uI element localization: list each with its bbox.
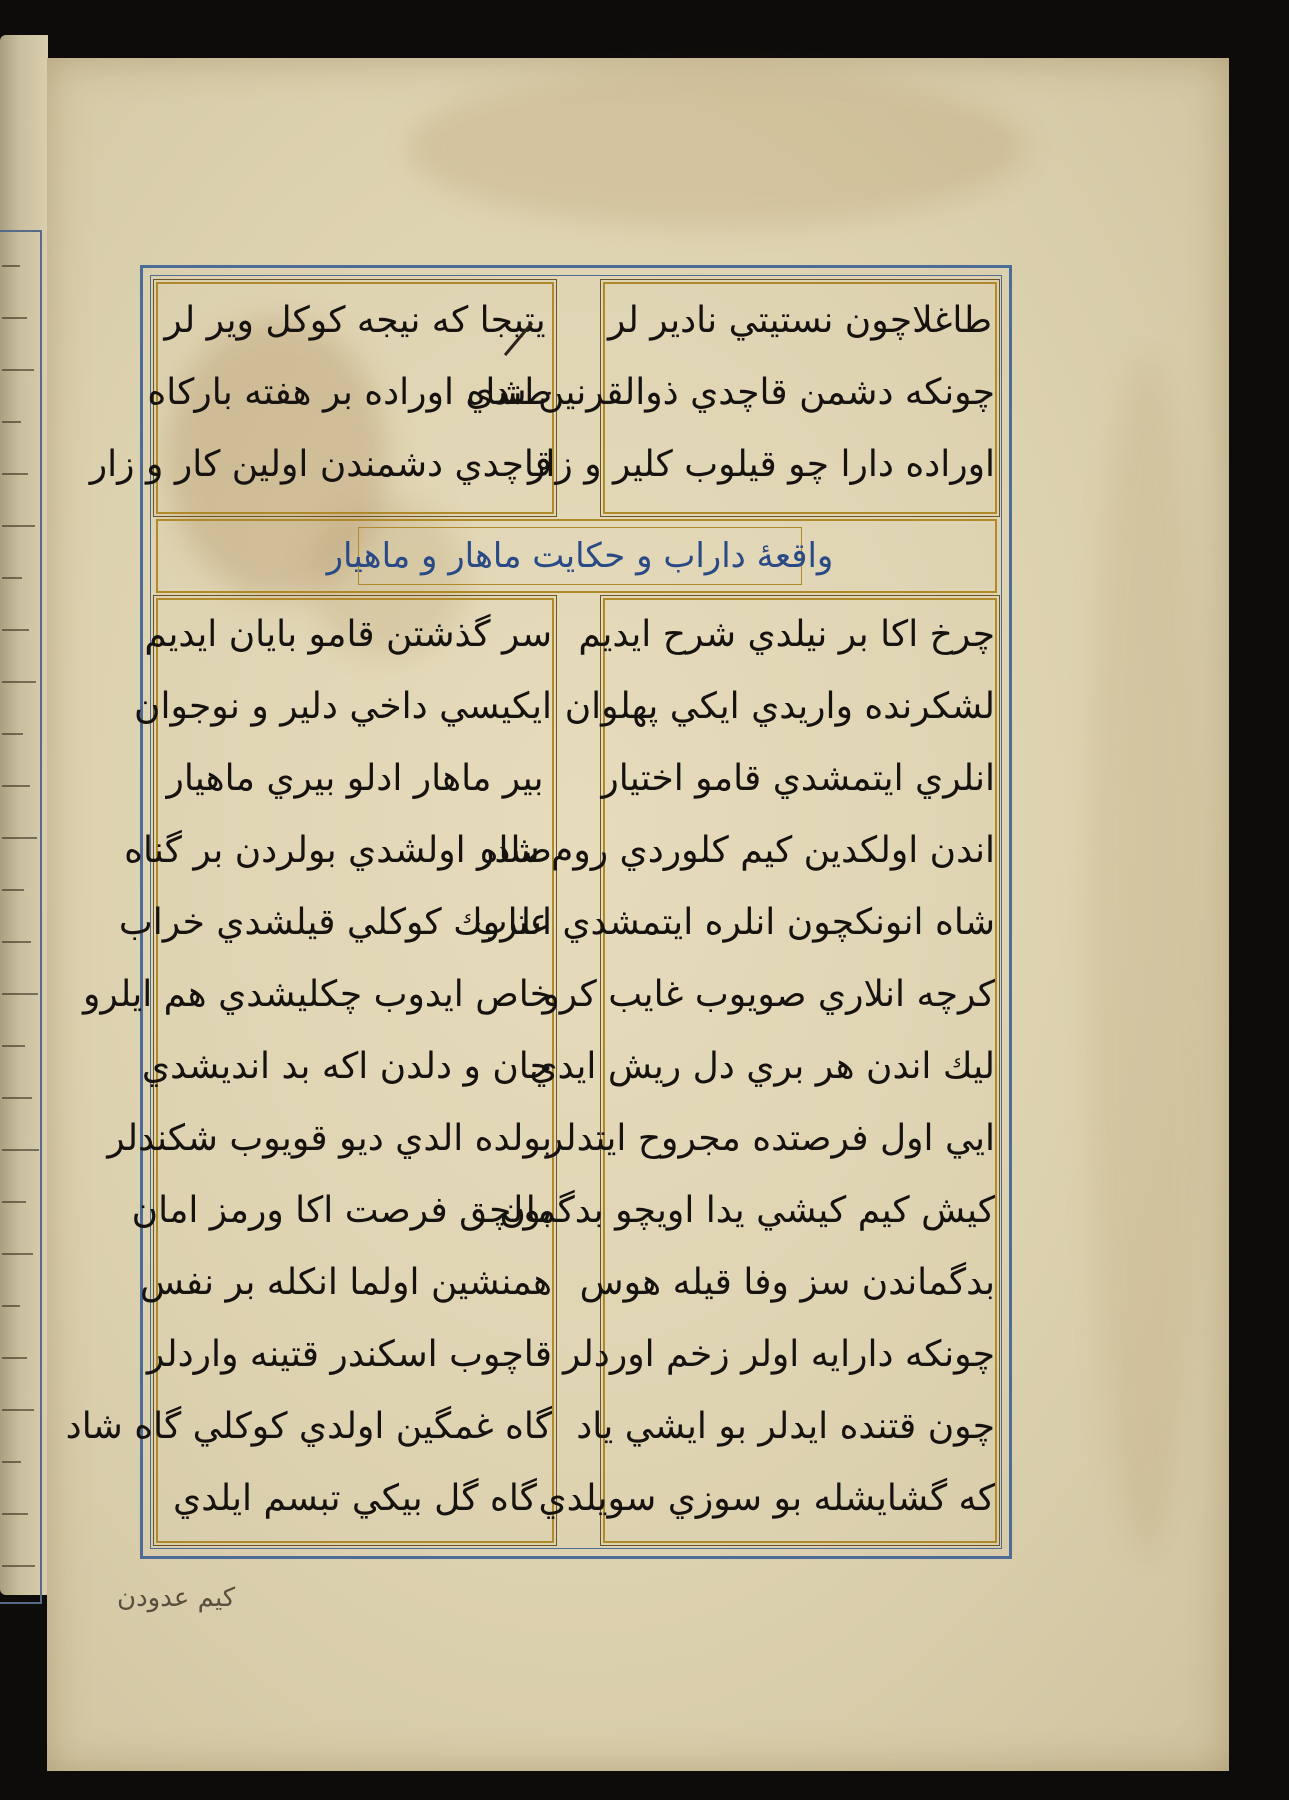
verse-line: كرچه انلاري صويوب غايب كرو (542, 974, 995, 1015)
verse-line: بولده الدي ديو قويوب شكندلر (107, 1118, 552, 1159)
verse-line: چون قتنده ايدلر بو ايشي ياد (576, 1406, 995, 1447)
previous-page-text-fragment (2, 317, 27, 319)
heading-band (156, 519, 997, 593)
previous-page-text-fragment (2, 1357, 27, 1359)
previous-page-text-fragment (2, 837, 37, 839)
lower-left-column (65, 598, 554, 1543)
catchword: كيم عدودن (117, 1583, 236, 1613)
verse-line: اوراده دارا چو قيلوب كلير و زار (527, 444, 995, 485)
verse-line: يتيجا كه نيجه كوكل وير لر (164, 300, 546, 341)
previous-page-text-fragment (2, 889, 24, 891)
verse-line: خاص ايدوب چكليشدي هم ايلرو (83, 974, 552, 1015)
verse-line: گاه گل بيكي تبسم ايلدي (173, 1478, 537, 1519)
heading-box (326, 527, 834, 585)
verse-line: قاچدي دشمندن اولين كار و زار (89, 444, 552, 485)
previous-page-text-fragment (2, 265, 20, 267)
verse-line: كيش كيم كيشي يدا اويچو بدگمان (499, 1190, 995, 1231)
verse-line: بير ماهار ادلو بيري ماهيار (166, 758, 544, 799)
previous-page-text-fragment (2, 369, 34, 371)
previous-page-text-fragment (2, 421, 21, 423)
verse-line: جان و دلدن اكه بد انديشدي (141, 1046, 552, 1087)
previous-page-text-fragment (2, 1097, 32, 1099)
lower-right-column (473, 598, 997, 1543)
verse-line: بولچق فرصت اكا ورمز امان (131, 1190, 552, 1231)
verse-line: ليك اندن هر بري دل ريش ايدي (529, 1046, 995, 1087)
verse-line: چونكه دشمن قاچدي ذوالقرنين شاه (466, 372, 995, 413)
previous-page-text-fragment (2, 1461, 21, 1463)
previous-page-text-fragment (2, 681, 36, 683)
previous-page-text-fragment (2, 1253, 33, 1255)
verse-line: صادر اولشدي بولردن بر گناه (124, 830, 552, 871)
chapter-heading: واقعهٔ داراب و حكايت ماهار و ماهيار (326, 536, 834, 576)
verse-line: چونكه دارايه اولر زخم اوردلر (562, 1334, 995, 1375)
verse-line: گاه غمگين اولدي كوكلي گاه شاد (65, 1406, 552, 1447)
verse-line: انلروك كوكلي قيلشدي خراب (118, 902, 552, 943)
previous-page-frame (0, 230, 42, 1604)
previous-page-text-fragment (2, 1409, 34, 1411)
verse-line: انلري ايتمشدي قامو اختيار (601, 758, 995, 799)
verse-line: چرخ اكا بر نيلدي شرح ايديم (578, 614, 995, 655)
verse-line: قاچوب اسكندر قتينه واردلر (146, 1334, 552, 1375)
verse-line: لشكرنده واريدي ايكي پهلوان (564, 686, 995, 727)
previous-page-text-fragment (2, 525, 35, 527)
verse-line: بدگماندن سز وفا قيله هوس (579, 1262, 995, 1303)
previous-page-text-fragment (2, 1045, 25, 1047)
previous-page-text-fragment (2, 473, 28, 475)
verse-line: سر گذشتن قامو بايان ايديم (144, 614, 552, 655)
previous-page-text-fragment (2, 577, 22, 579)
manuscript-page (47, 58, 1229, 1771)
verse-line: كه گشايشله بو سوزي سويلدي (538, 1478, 995, 1519)
water-stain (1087, 358, 1207, 1558)
previous-page-text-fragment (2, 1565, 35, 1567)
previous-page-text-fragment (2, 1149, 39, 1151)
upper-right-column (466, 282, 997, 514)
previous-page-text-fragment (2, 1513, 28, 1515)
verse-line: همنشين اولما انكله بر نفس (139, 1262, 552, 1303)
previous-page-text-fragment (2, 1305, 20, 1307)
verse-line: طاغلاچون نستيتي نادير لر (607, 300, 992, 341)
water-stain (407, 68, 1027, 228)
previous-page-text-fragment (2, 629, 29, 631)
previous-page-edge (0, 35, 48, 1595)
previous-page-text-fragment (2, 733, 23, 735)
verse-line: طندي اوراده بر هفته باركاه (147, 372, 552, 413)
previous-page-text-fragment (2, 941, 31, 943)
previous-page-text-fragment (2, 785, 30, 787)
verse-line: شاه انونكچون انلره ايتمشدي عتاب (473, 902, 995, 943)
verse-line: ايكيسي داخي دلير و نوجوان (134, 686, 552, 727)
previous-page-text-fragment (2, 993, 38, 995)
verse-line: ايي اول فرصتده مجروح ايتدلر (545, 1118, 995, 1159)
verse-line: اندن اولكدين كيم كلوردي روم شاه (479, 830, 995, 871)
previous-page-text-fragment (2, 1201, 26, 1203)
